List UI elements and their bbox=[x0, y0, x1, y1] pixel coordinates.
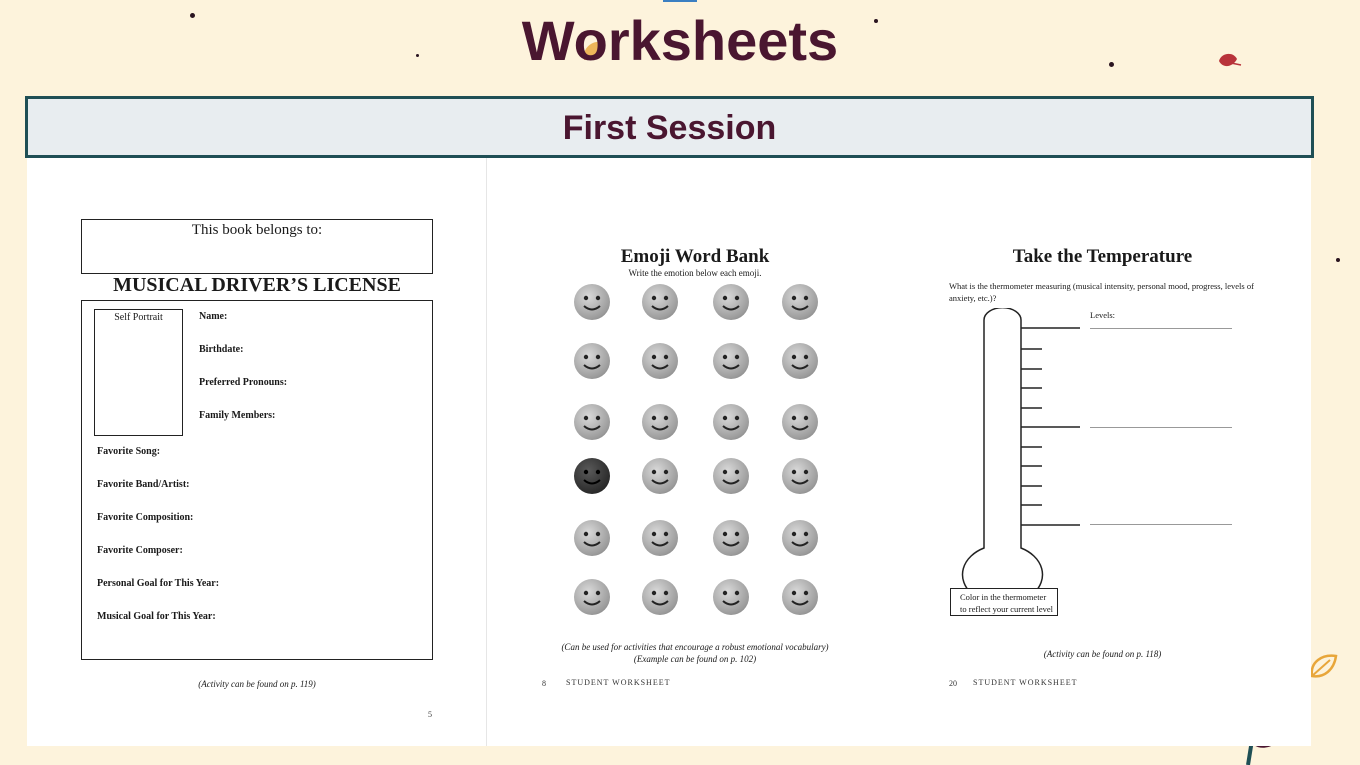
emoji-bank-title: Emoji Word Bank bbox=[620, 246, 770, 267]
self-portrait-box bbox=[94, 309, 183, 436]
field-label: Favorite Song: bbox=[97, 446, 161, 457]
emoji-example-note: (Example can be found on p. 102) bbox=[633, 654, 757, 664]
heart-eyes-icon bbox=[782, 458, 818, 494]
belongs-to-label: This book belongs to: bbox=[191, 222, 323, 238]
page-number: 8 bbox=[542, 679, 546, 688]
grimace-teeth-icon bbox=[642, 520, 678, 556]
field-label: Favorite Band/Artist: bbox=[97, 479, 190, 490]
astonished-icon bbox=[782, 579, 818, 615]
color-instruction-line: Color in the thermometer bbox=[960, 592, 1047, 602]
scream-icon bbox=[642, 458, 678, 494]
levels-label: Levels: bbox=[1090, 310, 1116, 320]
section-banner bbox=[25, 96, 1314, 158]
sobbing-icon bbox=[574, 404, 610, 440]
smile-blush-icon bbox=[574, 284, 610, 320]
emoji-note: (Can be used for activities that encourage a robust emotional vocabulary) bbox=[561, 642, 829, 652]
confounded-icon bbox=[642, 579, 678, 615]
squint-tongue-icon bbox=[713, 458, 749, 494]
angry-icon bbox=[574, 458, 610, 494]
weary-icon bbox=[713, 579, 749, 615]
thermometer-question: What is the thermometer measuring (musical intensity, personal mood, progress, levels of anxiety, etc.)? bbox=[949, 281, 1254, 303]
content-icon bbox=[713, 520, 749, 556]
field-label: Family Members: bbox=[199, 410, 276, 421]
level-line bbox=[1090, 427, 1232, 428]
frown-icon bbox=[782, 520, 818, 556]
decor-dot bbox=[1336, 258, 1340, 262]
color-instruction-box bbox=[950, 588, 1058, 616]
level-line bbox=[1090, 328, 1232, 329]
slight-smile-icon bbox=[713, 284, 749, 320]
page-title: Worksheets bbox=[521, 9, 839, 72]
field-label: Favorite Composer: bbox=[97, 545, 183, 556]
field-label: Name: bbox=[199, 311, 228, 322]
section-title: First Session bbox=[562, 109, 777, 147]
field-label: Favorite Composition: bbox=[97, 512, 194, 523]
worksheet-footer: STUDENT WORKSHEET bbox=[566, 678, 671, 687]
wink-tongue-icon bbox=[782, 284, 818, 320]
emoji-bank-subtitle: Write the emotion below each emoji. bbox=[628, 268, 762, 278]
page-divider bbox=[486, 158, 487, 746]
dizzy-icon bbox=[642, 404, 678, 440]
laughing-icon bbox=[574, 520, 610, 556]
worried-icon bbox=[713, 404, 749, 440]
sweat-icon bbox=[782, 343, 818, 379]
level-line bbox=[1090, 524, 1232, 525]
activity-footnote: (Activity can be found on p. 119) bbox=[198, 679, 316, 689]
thermometer-icon bbox=[960, 308, 1085, 588]
field-label: Birthdate: bbox=[199, 344, 244, 355]
page-number: 5 bbox=[428, 710, 432, 719]
field-label: Personal Goal for This Year: bbox=[97, 578, 220, 589]
leaf-icon bbox=[1308, 652, 1338, 680]
grimace-icon bbox=[782, 404, 818, 440]
self-portrait-label: Self Portrait bbox=[114, 312, 163, 323]
field-label: Musical Goal for This Year: bbox=[97, 611, 216, 622]
decor-bar bbox=[663, 0, 697, 2]
field-label: Preferred Pronouns: bbox=[199, 377, 288, 388]
license-title: MUSICAL DRIVER’S LICENSE bbox=[113, 274, 401, 296]
belongs-to-box bbox=[81, 219, 433, 274]
eye-roll-icon bbox=[713, 343, 749, 379]
grin-icon bbox=[642, 284, 678, 320]
persevere-icon bbox=[574, 579, 610, 615]
temperature-title: Take the Temperature bbox=[1012, 246, 1193, 267]
page-number: 20 bbox=[949, 679, 957, 688]
activity-footnote: (Activity can be found on p. 118) bbox=[1043, 649, 1162, 659]
steam-nose-icon bbox=[642, 343, 678, 379]
worksheet-footer: STUDENT WORKSHEET bbox=[973, 678, 1078, 687]
relieved-icon bbox=[574, 343, 610, 379]
color-instruction-line: to reflect your current level bbox=[960, 604, 1053, 614]
